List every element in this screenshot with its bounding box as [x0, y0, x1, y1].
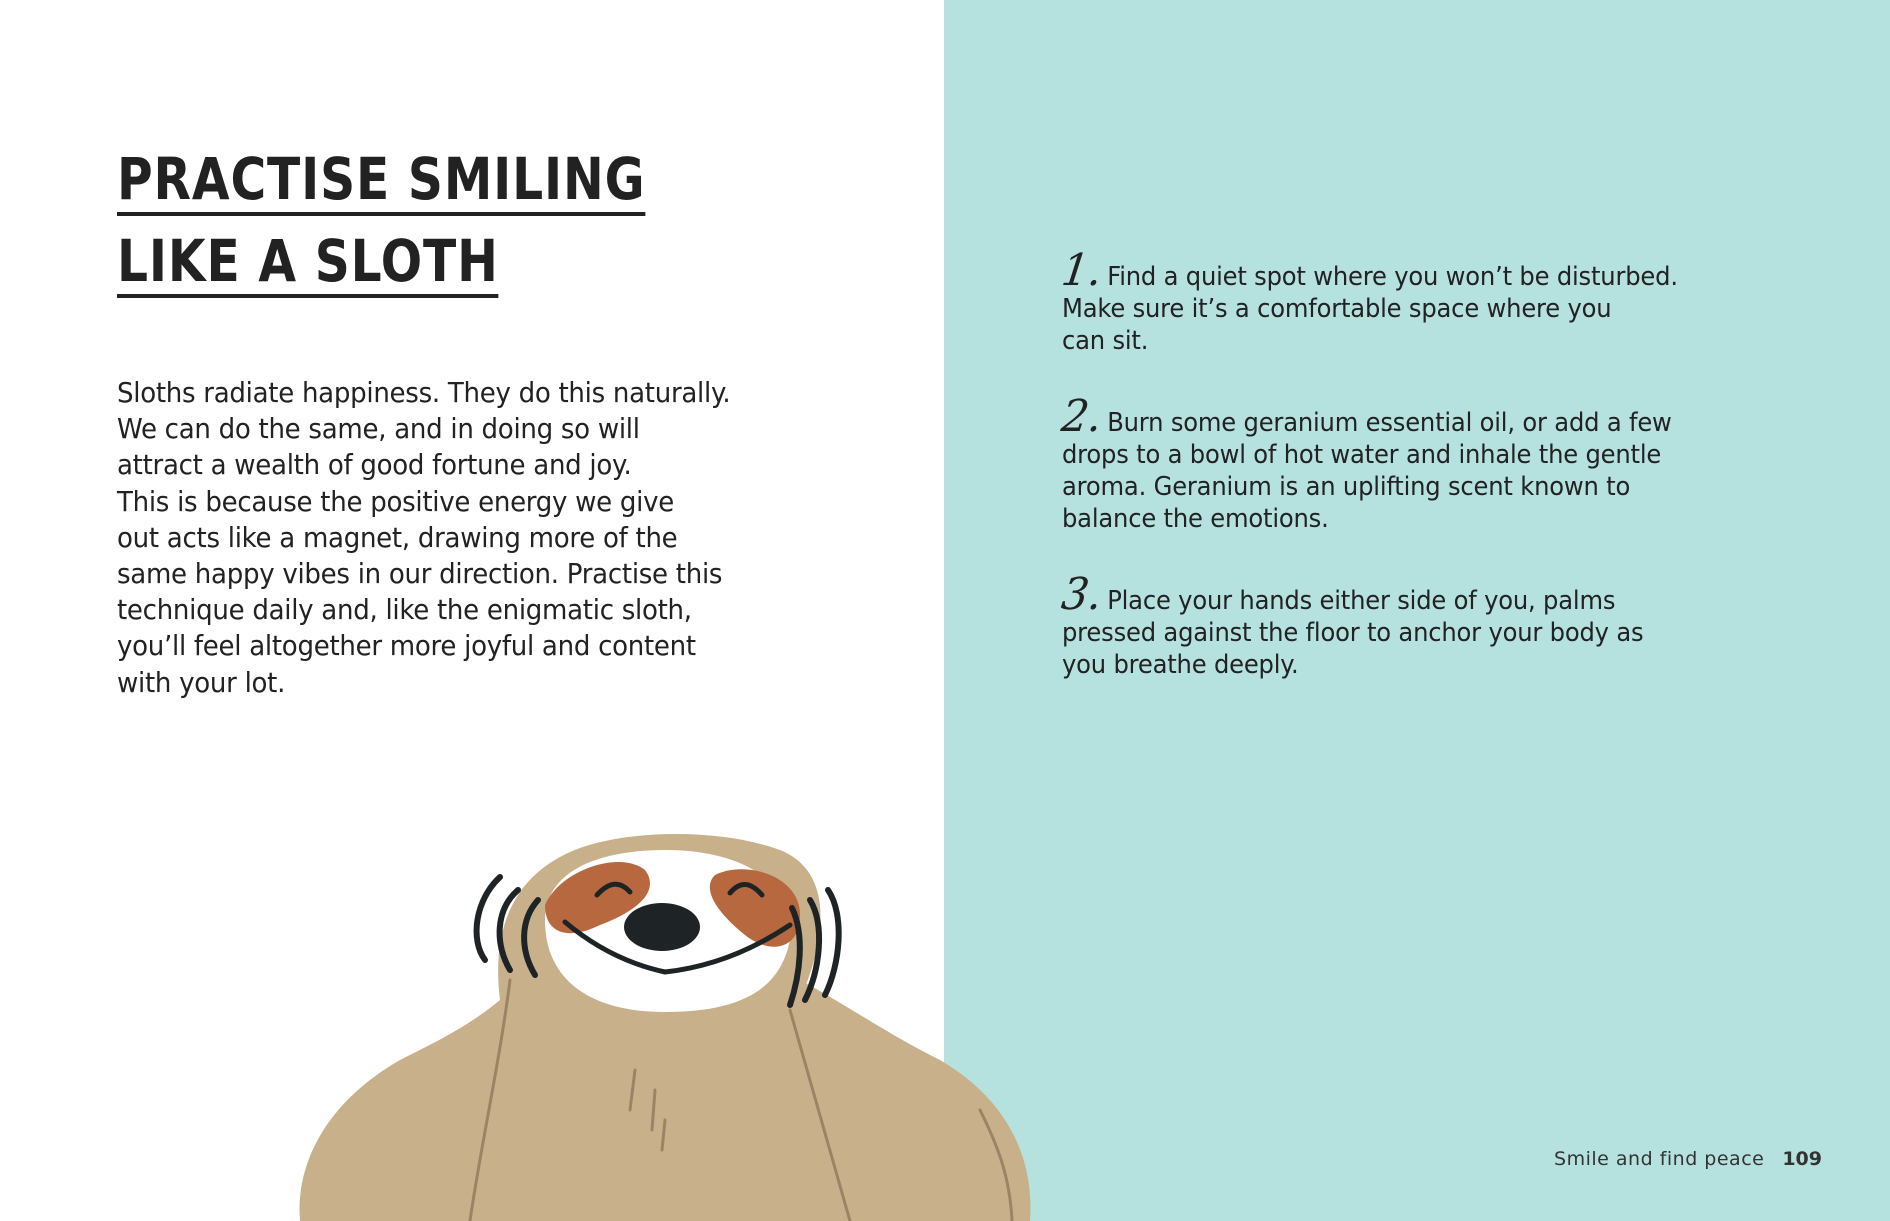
step-line: you breathe deeply.	[1062, 650, 1299, 680]
page-title	[117, 142, 645, 306]
step-1-text	[1058, 245, 1746, 357]
intro-line: same happy vibes in our direction. Practise this	[117, 557, 723, 591]
intro-line: We can do the same, and in doing so will	[117, 412, 640, 446]
step-1-number: 1.	[1058, 245, 1105, 296]
step-line: Make sure it’s a comfortable space where you	[1062, 294, 1612, 324]
page-footer	[1554, 1148, 1822, 1170]
step-2-number: 2.	[1058, 391, 1105, 442]
step-3-number: 3.	[1058, 569, 1105, 620]
step-line: can sit.	[1062, 326, 1149, 356]
step-line: Burn some geranium essential oil, or add a few	[1107, 408, 1672, 438]
title-line-1: PRACTISE SMILING	[117, 146, 645, 216]
steps-list	[1058, 245, 1782, 725]
intro-line: technique daily and, like the enigmatic sloth,	[117, 593, 692, 627]
intro-paragraph	[117, 375, 768, 701]
intro-line: This is because the positive energy we give	[117, 484, 674, 518]
step-3	[1058, 569, 1782, 681]
step-line: Find a quiet spot where you won’t be disturbed.	[1107, 262, 1678, 292]
intro-line: you’ll feel altogether more joyful and content	[117, 629, 696, 663]
intro-line: attract a wealth of good fortune and joy.	[117, 448, 632, 482]
step-line: pressed against the floor to anchor your body as	[1062, 618, 1644, 648]
step-line: aroma. Geranium is an uplifting scent known to	[1062, 472, 1631, 502]
step-line: balance the emotions.	[1062, 504, 1329, 534]
step-2-text	[1058, 391, 1746, 535]
intro-line: Sloths radiate happiness. They do this naturally.	[117, 376, 731, 409]
step-3-text	[1058, 569, 1746, 681]
step-line: drops to a bowl of hot water and inhale the gentle	[1062, 440, 1662, 470]
page-number: 109	[1782, 1148, 1822, 1170]
title-line-2: LIKE A SLOTH	[117, 228, 499, 298]
intro-line: out acts like a magnet, drawing more of the	[117, 520, 678, 554]
step-1	[1058, 245, 1782, 357]
intro-line: with your lot.	[117, 665, 286, 699]
footer-section-title: Smile and find peace	[1554, 1148, 1765, 1170]
step-2	[1058, 391, 1782, 535]
step-line: Place your hands either side of you, palms	[1107, 586, 1616, 616]
